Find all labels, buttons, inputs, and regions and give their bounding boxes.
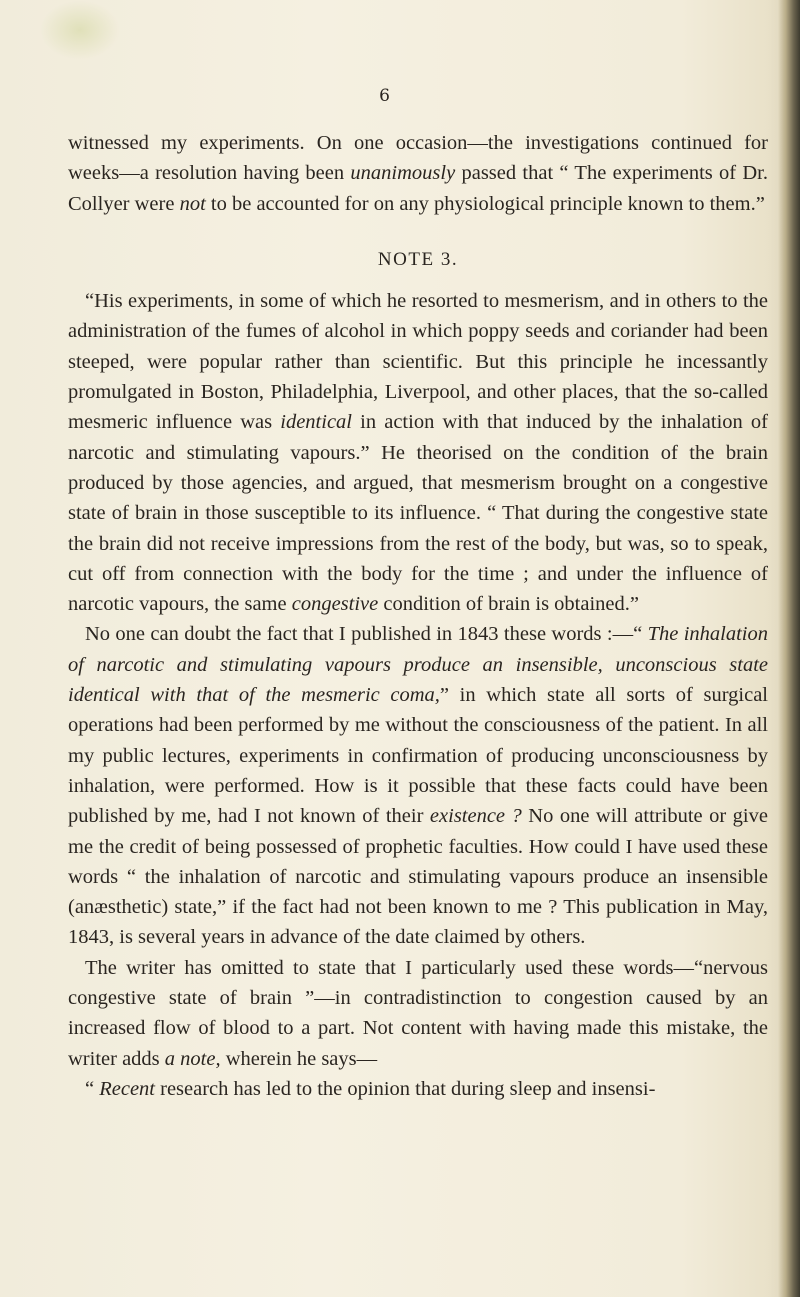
note-heading: NOTE 3.: [377, 248, 459, 270]
paragraph-2: “His experiments, in some of which he resorted to mesmerism, and in others to the administration of the fumes of alcohol in which poppy seeds and coriander had been steeped, were popular rather than scientific. But this principle he incessantly promulgated in Boston, Philadelphia, Liverpool, and other places, that the so-called mesmeric influence was identical in action with that induced by the inhalation of narcotic and stimulating vapours.” He theorised on the condition of the brain produced by those agencies, and argued, that mesmerism brought on a congestive state of brain in those susceptible to its influence. “ That during the congestive state the brain did not receive impressions from the rest of the body, but was, so to speak, cut off from connection with the body for the time ; and under the influence of narcotic vapours, the same congestive condition of brain is obtained.”: [68, 290, 768, 616]
body-text: [68, 128, 768, 1104]
paragraph-1: witnessed my experiments. On one occasion—the investigations continued for weeks—a resolution having been unanimously passed that “ The experiments of Dr. Collyer were not to be accounted for on any physiological principle known to them.”: [68, 132, 769, 215]
page-edge: [778, 0, 800, 1297]
page-stain: [40, 0, 120, 60]
paragraph-5: “ Recent research has led to the opinion that during sleep and insensi-: [85, 1077, 656, 1100]
paragraph-3: No one can doubt the fact that I published in 1843 these words :—“ The inhalation of narcotic and stimulating vapours produce an insensible, unconscious state identical with that of the mesmeric coma,” in which state all sorts of surgical operations had been performed by me without the consciousness of the patient. In all my public lectures, experiments in confirmation of producing unconsciousness by inhalation, were performed. How is it possible that these facts could have been published by me, had I not known of their existence ? No one will attribute or give me the credit of being possessed of prophetic faculties. How could I have used these words “ the inhalation of narcotic and stimulating vapours produce an insensible (anæsthetic) state,” if the fact had not been known to me ? This publication in May, 1843, is several years in advance of the date claimed by others.: [68, 623, 769, 949]
page-number: 6: [379, 86, 391, 106]
paragraph-4: The writer has omitted to state that I particularly used these words—“nervous congestive state of brain ”—in contradistinction to congestion caused by an increased flow of blood to a part. Not content with having made this mistake, the writer adds a note, wherein he says—: [68, 956, 768, 1070]
